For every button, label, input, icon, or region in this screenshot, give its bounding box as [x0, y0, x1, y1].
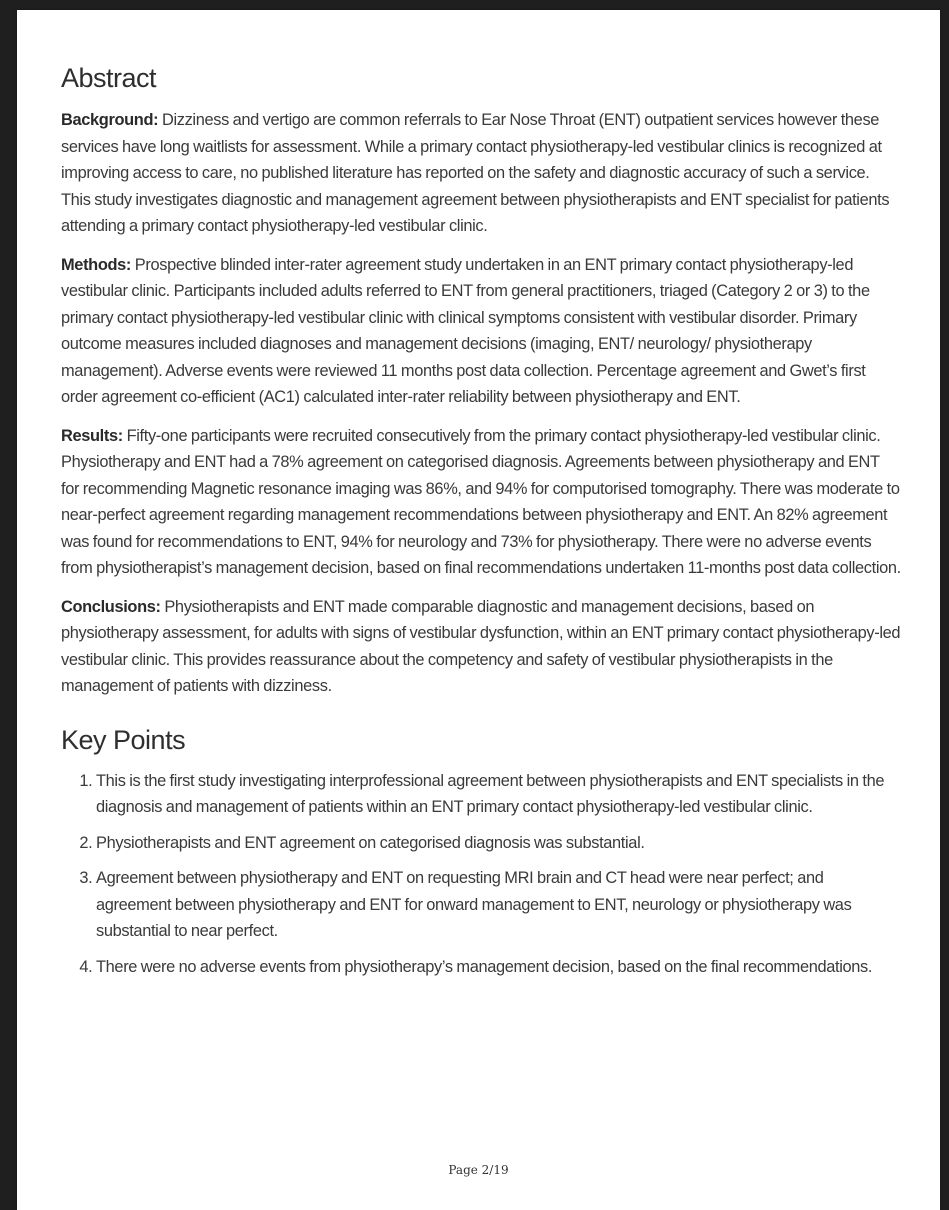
key-point-item: 4. There were no adverse events from physiotherapy’s management decision, based on the final recommendations.	[96, 954, 901, 981]
abstract-background	[61, 107, 901, 240]
abstract-results	[61, 423, 901, 582]
results-text: Fifty-one participants were recruited consecutively from the primary contact physiotherapy-led vestibular clinic. Physiotherapy and ENT had a 78% agreement on categorised diagnosis. Agreements between physiotherapy and ENT for recommending Magnetic resonance imaging was 86%, and 94% for computorised tomography. There was moderate to near-perfect agreement regarding management recommendations between physiotherapy and ENT. An 82% agreement was found for recommendations to ENT, 94% for neurology and 73% for physiotherapy. There were no adverse events from physiotherapist’s management decision, based on final recommendations undertaken 11-months post data collection.	[61, 426, 901, 577]
page-number: Page 2/19	[448, 1163, 509, 1177]
methods-text: Prospective blinded inter-rater agreement study undertaken in an ENT primary contact physiotherapy-led vestibular clinic. Participants included adults referred to ENT from general practitioners, triaged (Category 2 or 3) to the primary contact physiotherapy-led vestibular clinic with clinical symptoms consistent with vestibular disorder. Primary outcome measures included diagnoses and management decisions (imaging, ENT/ neurology/ physiotherapy management). Adverse events were reviewed 11 months post data collection. Percentage agreement and Gwet’s first order agreement co-efficient (AC1) calculated inter-rater reliability between physiotherapy and ENT.	[61, 255, 870, 406]
methods-label: Methods:	[61, 255, 132, 274]
background-label: Background:	[61, 111, 159, 129]
key-point-item: 3. Agreement between physiotherapy and ENT on requesting MRI brain and CT head were near perfect; and agreement between physiotherapy and ENT for onward management to ENT, neurology or physiotherapy was substantial to near perfect.	[96, 865, 901, 945]
key-point-item: 1. This is the first study investigating interprofessional agreement between physiotherapists and ENT specialists in the diagnosis and management of patients within an ENT primary contact physiotherapy-led vestibular clinic.	[96, 768, 901, 821]
key-point-item: 2. Physiotherapists and ENT agreement on categorised diagnosis was substantial.	[96, 830, 901, 857]
abstract-methods	[61, 252, 901, 411]
page-content	[61, 60, 901, 989]
key-points-heading: Key Points	[61, 724, 186, 755]
background-text: Dizziness and vertigo are common referrals to Ear Nose Throat (ENT) outpatient services however these services have long waitlists for assessment. While a primary contact physiotherapy-led vestibular clinics is recognized at improving access to care, no published literature has reported on the safety and diagnostic accuracy of such a service. This study investigates diagnostic and management agreement between physiotherapists and ENT specialist for patients attending a primary contact physiotherapy-led vestibular clinic.	[61, 111, 890, 235]
key-points-list	[61, 768, 901, 981]
abstract-conclusions	[61, 594, 901, 700]
results-label: Results:	[61, 426, 123, 445]
conclusions-label: Conclusions:	[61, 597, 161, 616]
abstract-heading: Abstract	[61, 63, 157, 93]
document-page	[17, 10, 940, 1210]
conclusions-text: Physiotherapists and ENT made comparable diagnostic and management decisions, based on physiotherapy assessment, for adults with signs of vestibular dysfunction, within an ENT primary contact physiotherapy-led vestibular clinic. This provides reassurance about the competency and safety of vestibular physiotherapists in the management of patients with dizziness.	[61, 597, 901, 695]
